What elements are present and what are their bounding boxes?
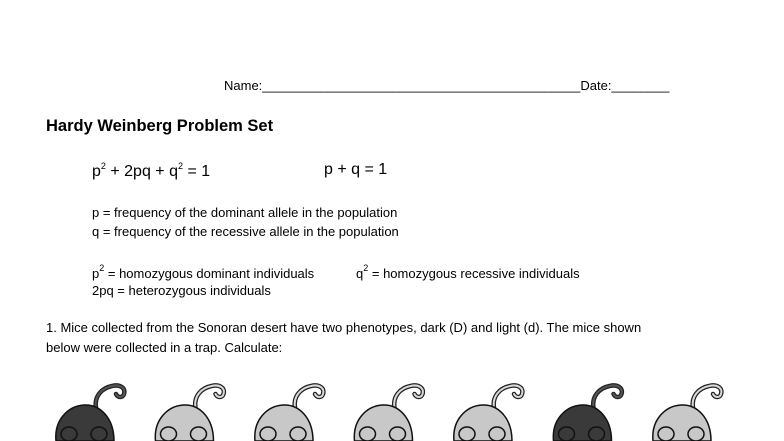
question-1-line-2: below were collected in a trap. Calculate: bbox=[46, 340, 283, 355]
mouse-icon-dark bbox=[56, 385, 125, 441]
definition-q-squared bbox=[356, 263, 580, 281]
definition-2pq: 2pq = heterozygous individuals bbox=[92, 283, 271, 298]
q2-text: = homozygous recessive individuals bbox=[368, 266, 580, 281]
equation-hardy-weinberg bbox=[92, 161, 210, 181]
mouse-icon-light bbox=[454, 385, 523, 441]
equation-allele-sum: p + q = 1 bbox=[324, 161, 388, 178]
name-date-line: Name:____________________________________________Date:________ bbox=[224, 78, 670, 93]
eq-middle: + 2pq + q bbox=[105, 163, 178, 180]
page-title: Hardy Weinberg Problem Set bbox=[46, 117, 274, 135]
q2-prefix: q bbox=[356, 266, 364, 281]
p2-text: = homozygous dominant individuals bbox=[104, 266, 315, 281]
eq-p: p bbox=[92, 163, 101, 180]
definition-q: q = frequency of the recessive allele in the population bbox=[92, 224, 399, 239]
eq-p-exponent: 2 bbox=[100, 161, 106, 171]
mouse-icon-light bbox=[255, 385, 324, 441]
mouse-icon-light bbox=[653, 385, 722, 441]
mouse-icon-light bbox=[155, 385, 224, 441]
p2-exponent: 2 bbox=[99, 263, 105, 273]
mouse-icon-dark bbox=[553, 385, 622, 441]
mice-illustration-row bbox=[0, 378, 784, 441]
q2-exponent: 2 bbox=[363, 263, 369, 273]
eq-end: = 1 bbox=[183, 163, 211, 180]
p2-prefix: p bbox=[92, 266, 100, 281]
mouse-icon-light bbox=[354, 385, 423, 441]
definition-p-squared bbox=[92, 263, 314, 281]
question-1-line-1: 1. Mice collected from the Sonoran desert have two phenotypes, dark (D) and light (d). The mice shown bbox=[46, 320, 642, 335]
eq-q-exponent: 2 bbox=[177, 161, 183, 171]
definition-p: p = frequency of the dominant allele in the population bbox=[92, 205, 398, 220]
